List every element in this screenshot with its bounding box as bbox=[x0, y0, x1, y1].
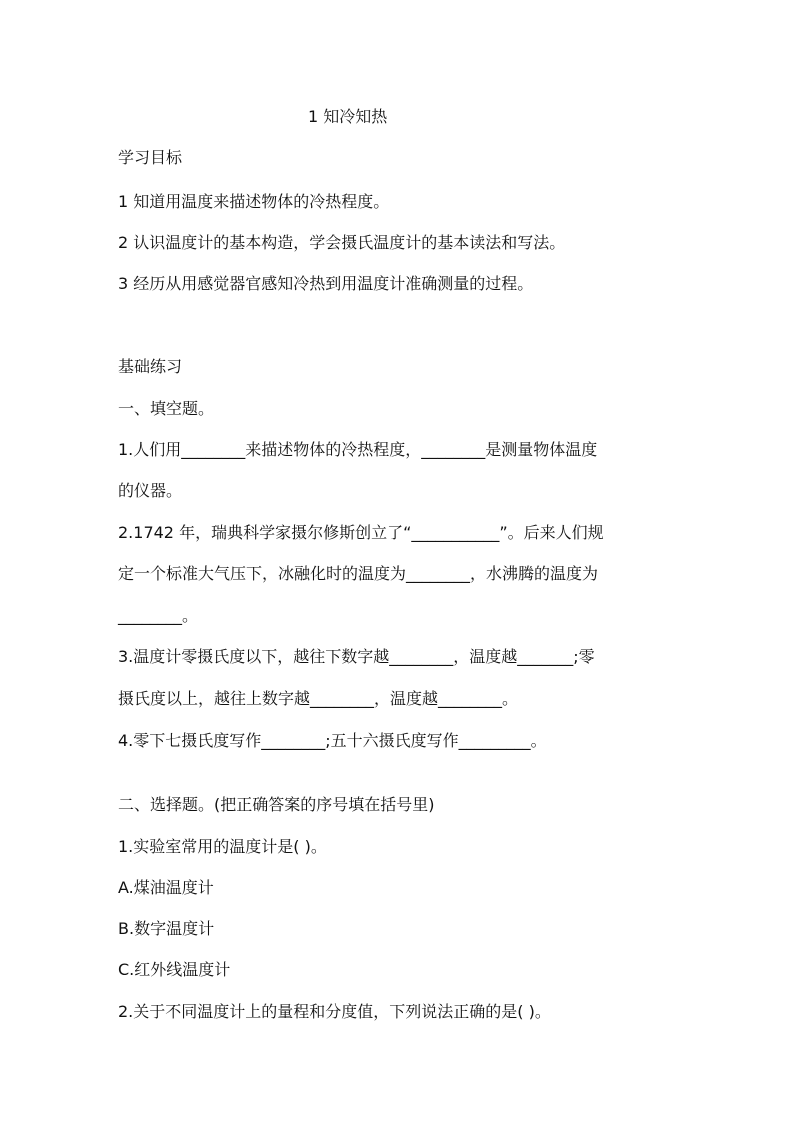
objective-item: 1 知道用温度来描述物体的冷热程度。 bbox=[118, 192, 390, 211]
fill-question-line: 摄氏度以上，越往上数字越________，温度越________。 bbox=[118, 689, 519, 708]
objective-item: 3 经历从用感觉器官感知冷热到用温度计准确测量的过程。 bbox=[118, 274, 534, 293]
objectives-heading: 学习目标 bbox=[118, 148, 183, 167]
fill-question-line: 3.温度计零摄氏度以下，越往下数字越________，温度越_______;零 bbox=[118, 647, 595, 666]
fill-question-line: 定一个标准大气压下，冰融化时的温度为________，水沸腾的温度为 bbox=[118, 564, 599, 583]
choice-option: B.数字温度计 bbox=[118, 919, 215, 938]
fill-question-line: 2.1742 年，瑞典科学家摄尔修斯创立了“___________”。后来人们规 bbox=[118, 523, 604, 542]
page-title: 1 知冷知热 bbox=[308, 107, 388, 126]
fill-question-line: 4.零下七摄氏度写作________;五十六摄氏度写作_________。 bbox=[118, 731, 547, 750]
choice-option: C.红外线温度计 bbox=[118, 960, 231, 979]
fill-question-line: 1.人们用________来描述物体的冷热程度，________是测量物体温度 bbox=[118, 440, 598, 459]
fill-section-heading: 一、填空题。 bbox=[118, 399, 215, 418]
fill-question-line: 的仪器。 bbox=[118, 481, 183, 500]
choice-option: A.煤油温度计 bbox=[118, 878, 214, 897]
choice-question-line: 1.实验室常用的温度计是( )。 bbox=[118, 837, 327, 856]
choice-question-line: 2.关于不同温度计上的量程和分度值，下列说法正确的是( )。 bbox=[118, 1002, 551, 1021]
fill-question-line: ________。 bbox=[118, 606, 199, 625]
objective-item: 2 认识温度计的基本构造，学会摄氏温度计的基本读法和写法。 bbox=[118, 233, 566, 252]
practice-heading: 基础练习 bbox=[118, 357, 183, 376]
choice-section-heading: 二、选择题。(把正确答案的序号填在括号里) bbox=[118, 795, 435, 814]
